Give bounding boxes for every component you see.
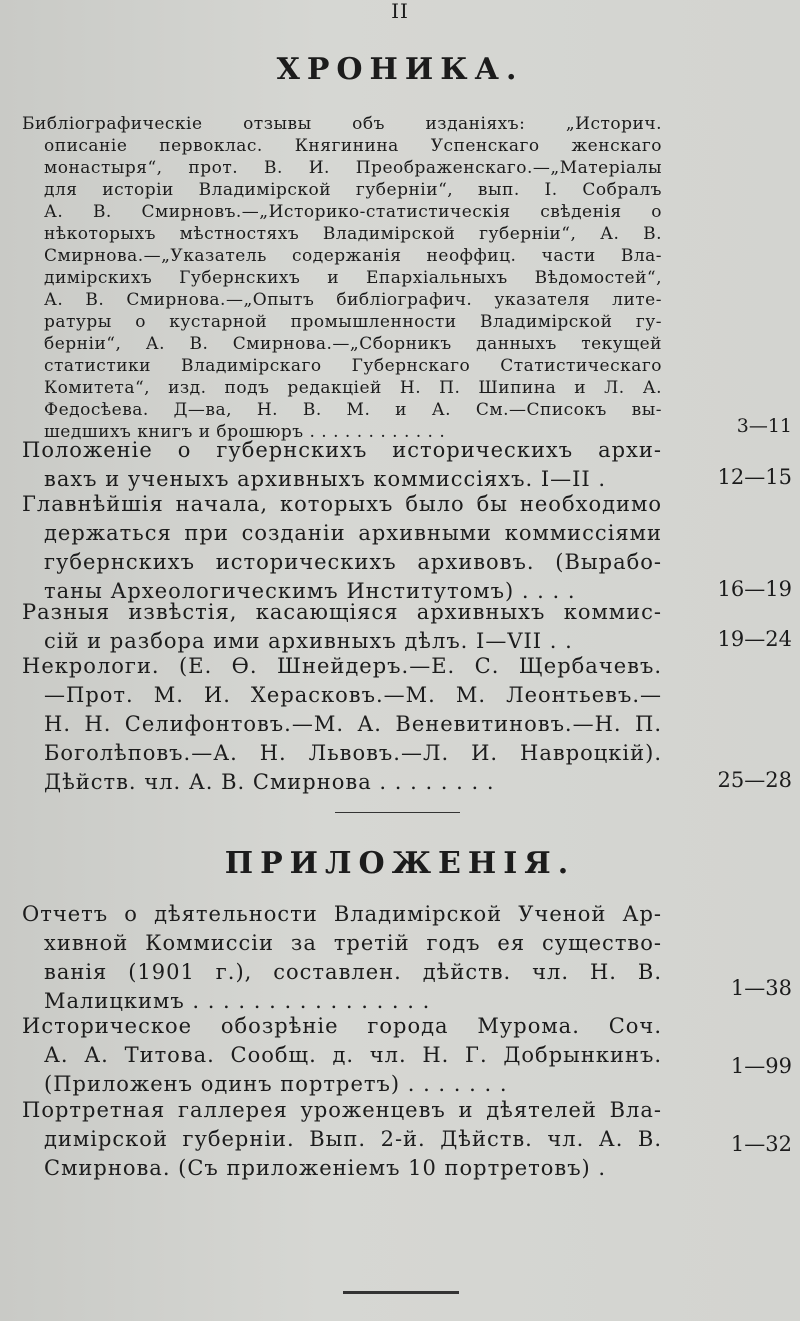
chronicle-entry-bibliography (22, 113, 792, 443)
entry-line: Портретная галлерея уроженцевъ и дѣятелей Вла- (22, 1098, 662, 1122)
entry-line: (Приложенъ одинъ портретъ) . . . . . . . (44, 1072, 508, 1096)
entry-line: Разныя извѣстія, касающіяся архивныхъ коммис- (22, 600, 662, 624)
entry-line: статистики Владимірскаго Губернскаго Статистическаго (44, 356, 662, 376)
entry-line: таны Археологическимъ Институтомъ) . . . . (44, 579, 576, 603)
entry-line: Федосѣева. Д—ва, Н. В. М. и А. См.—Списокъ вы- (44, 400, 662, 420)
entry-pages: 19—24 (717, 627, 792, 651)
entry-line: берніи“, А. В. Смирнова.—„Сборникъ данныхъ текущей (44, 334, 662, 354)
entry-pages: 1—32 (730, 1132, 792, 1156)
section-title-appendices: ПРИЛОЖЕНІЯ. (224, 846, 576, 881)
entry-pages: 1—38 (730, 976, 792, 1000)
entry-line: Смирнова. (Съ приложеніемъ 10 портретовъ) . (44, 1156, 607, 1180)
appendix-entry-report (22, 900, 792, 1016)
entry-line: А. А. Титова. Сообщ. д. чл. Н. Г. Добрынкинъ. (44, 1043, 662, 1067)
chronicle-entry-news (22, 598, 792, 656)
entry-line: Положеніе о губернскихъ историческихъ архи- (22, 438, 662, 462)
entry-pages: 25—28 (717, 768, 792, 792)
chronicle-entry-principles (22, 490, 792, 606)
entry-line: вахъ и ученыхъ архивныхъ коммиссіяхъ. I—II . (44, 467, 607, 491)
entry-line: А. В. Смирнова.—„Опытъ библіографич. указателя лите- (44, 290, 662, 310)
entry-line: описаніе первоклас. Княгинина Успенскаго женскаго (44, 136, 662, 156)
entry-pages: 12—15 (717, 465, 792, 489)
entry-line: А. В. Смирновъ.—„Историко-статистическія свѣденія о (44, 202, 662, 222)
end-rule (343, 1291, 459, 1294)
entry-line: Боголѣповъ.—А. Н. Львовъ.—Л. И. Навроцкій). (44, 741, 662, 765)
entry-line: Некрологи. (Е. Ѳ. Шнейдеръ.—Е. С. Щербачевъ. (22, 654, 662, 678)
entry-line: Дѣйств. чл. А. В. Смирнова . . . . . . . . (44, 770, 495, 794)
entry-line: монастыря“, прот. В. И. Преображенскаго.—„Матеріалы (44, 158, 662, 178)
entry-line: шедшихъ книгъ и брошюръ . . . . . . . . . . . . (44, 422, 446, 442)
entry-line: Библіографическіе отзывы объ изданіяхъ: „Историч. (22, 114, 662, 134)
chronicle-entry-regulation (22, 436, 792, 494)
entry-line: димірской губерніи. Вып. 2-й. Дѣйств. чл. А. В. (44, 1127, 662, 1151)
entry-line: ратуры о кустарной промышленности Владимірской гу- (44, 312, 662, 332)
entry-pages: 1—99 (730, 1054, 792, 1078)
entry-line: —Прот. М. И. Херасковъ.—М. М. Леонтьевъ.— (44, 683, 662, 707)
entry-line: Малицкимъ . . . . . . . . . . . . . . . . (44, 989, 431, 1013)
page-number: II (391, 0, 409, 23)
appendix-entry-portraits (22, 1096, 792, 1183)
entry-line: для исторіи Владимірской губерніи“, вып. I. Собралъ (44, 180, 662, 200)
entry-line: Главнѣйшія начала, которыхъ было бы необходимо (22, 492, 662, 516)
entry-line: держаться при созданіи архивными коммиссіями (44, 521, 662, 545)
entry-pages: 16—19 (717, 577, 792, 601)
chronicle-entry-obituaries (22, 652, 792, 797)
entry-line: димірскихъ Губернскихъ и Епархіальныхъ Вѣдомостей“, (44, 268, 662, 288)
entry-line: нѣкоторыхъ мѣстностяхъ Владимірской губерніи“, А. В. (44, 224, 662, 244)
section-title-chronicle: ХРОНИКА. (276, 52, 524, 87)
entry-line: Комитета“, изд. подъ редакціей Н. П. Шипина и Л. А. (44, 378, 662, 398)
entry-line: Историческое обозрѣніе города Мурома. Соч. (22, 1014, 662, 1038)
entry-pages: 3—11 (736, 415, 792, 437)
entry-line: Н. Н. Селифонтовъ.—М. А. Веневитиновъ.—Н. П. (44, 712, 662, 736)
entry-line: Смирнова.—„Указатель содержанія неоффиц. части Вла- (44, 246, 662, 266)
entry-line: сій и разбора ими архивныхъ дѣлъ. I—VII . . (44, 629, 573, 653)
appendix-entry-murom (22, 1012, 792, 1099)
entry-line: хивной Коммиссіи за третій годъ ея существо- (44, 931, 662, 955)
entry-line: губернскихъ историческихъ архивовъ. (Вырабо- (44, 550, 662, 574)
entry-line: ванія (1901 г.), составлен. дѣйств. чл. Н. В. (44, 960, 662, 984)
entry-line: Отчетъ о дѣятельности Владимірской Ученой Ар- (22, 902, 662, 926)
section-divider (335, 812, 460, 813)
